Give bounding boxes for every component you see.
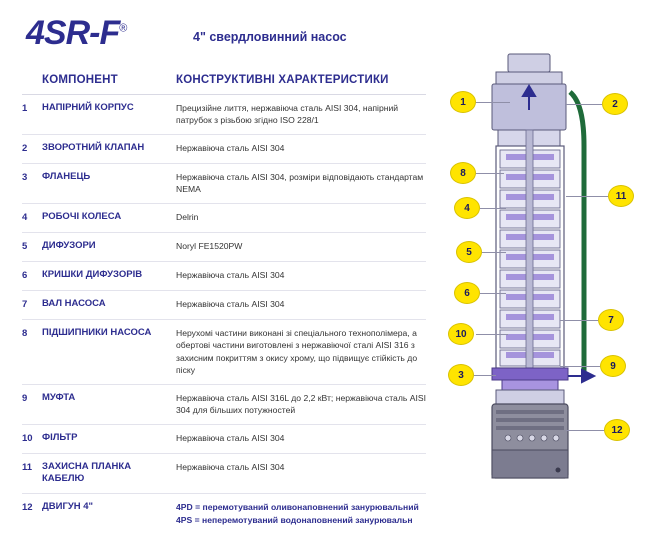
callout-2[interactable]: 2 <box>602 93 628 115</box>
row-component: НАПІРНИЙ КОРПУС <box>42 102 134 113</box>
leader-line <box>476 102 510 103</box>
row-characteristics: Нержавіюча сталь AISI 316L до 2,2 кВт; нержавіюча сталь AISI 304 для більших потужностей <box>176 392 426 416</box>
row-component: ФІЛЬТР <box>42 431 78 443</box>
row-number: 10 <box>22 432 33 444</box>
header-characteristics: КОНСТРУКТИВНІ ХАРАКТЕРИСТИКИ <box>176 74 389 86</box>
row-number: 5 <box>22 240 28 252</box>
table-row <box>22 454 426 495</box>
leader-line <box>560 320 598 321</box>
row-component: РОБОЧІ КОЛЕСА <box>42 210 122 222</box>
row-component: ПІДШИПНИКИ НАСОСА <box>42 326 152 338</box>
row-characteristics: Нержавіюча сталь AISI 304 <box>176 269 285 280</box>
row-characteristics: Нержавіюча сталь AISI 304 <box>176 432 285 443</box>
motor-option-1: 4PD = перемотуваний оливонаповнений занурювальний <box>176 502 419 513</box>
callout-8[interactable]: 8 <box>450 162 476 184</box>
leader-line <box>480 208 506 209</box>
callout-1[interactable]: 1 <box>450 91 476 113</box>
table-row <box>22 262 426 291</box>
leader-line <box>482 252 506 253</box>
row-characteristics: Прецизійне лиття, нержавіюча сталь AISI 304, напірний патрубок з різьбою згідно ISO 228/1 <box>176 103 399 126</box>
leader-line <box>476 334 508 335</box>
table-row <box>22 204 426 233</box>
table-row <box>22 291 426 320</box>
table-row <box>22 233 426 262</box>
row-characteristics: Нерухомі частини виконані зі спеціального технополімера, а обертові частини виготовлені з нержавіючої сталі AISI 316 з захисним покриттям з окису хрому, що підвищує стійкість до піску <box>176 327 418 376</box>
leader-line <box>560 366 600 367</box>
row-characteristics: Нержавіюча сталь AISI 304 <box>176 298 285 309</box>
table-header-row <box>22 74 426 95</box>
pump-illustration <box>430 46 650 487</box>
product-subtitle: 4" свердловинний насос <box>193 30 347 44</box>
leader-line <box>476 173 504 174</box>
row-component: ДИФУЗОРИ <box>42 239 96 251</box>
row-number: 4 <box>22 211 28 223</box>
callout-3[interactable]: 3 <box>448 364 474 386</box>
row-component: ДВИГУН 4" <box>42 501 94 513</box>
callout-4[interactable]: 4 <box>454 197 480 219</box>
row-component: ЗАХИСНА ПЛАНКА КАБЕЛЮ <box>42 460 132 485</box>
row-component: ВАЛ НАСОСА <box>42 297 106 309</box>
row-component: КРИШКИ ДИФУЗОРІВ <box>42 268 143 280</box>
row-component: МУФТА <box>42 391 76 403</box>
leader-line <box>566 430 604 431</box>
row-characteristics: Noryl FE1520PW <box>176 240 243 251</box>
brand-logo <box>26 16 126 50</box>
callout-7[interactable]: 7 <box>598 309 624 331</box>
table-row <box>22 95 426 135</box>
row-number: 1 <box>22 103 28 114</box>
motor-option-2: 4PS = неперемотуваний водонаповнений занурювальн <box>176 514 413 525</box>
row-component: ЗВОРОТНИЙ КЛАПАН <box>42 141 145 153</box>
registered-mark: ® <box>119 22 127 35</box>
specification-table <box>22 74 426 533</box>
header-number-col <box>22 74 42 86</box>
row-number: 9 <box>22 392 28 404</box>
header-component: КОМПОНЕНТ <box>42 74 118 86</box>
table-row <box>22 425 426 454</box>
row-number: 3 <box>22 171 28 183</box>
table-row <box>22 135 426 164</box>
row-number: 8 <box>22 327 28 339</box>
brand-logo-text: 4SR-F <box>26 14 120 52</box>
table-row <box>22 164 426 204</box>
leader-line <box>474 375 496 376</box>
callout-6[interactable]: 6 <box>454 282 480 304</box>
callout-11[interactable]: 11 <box>608 185 634 207</box>
row-characteristics: Delrin <box>176 211 199 222</box>
callout-12[interactable]: 12 <box>604 419 630 441</box>
row-number: 11 <box>22 461 33 473</box>
callout-5[interactable]: 5 <box>456 241 482 263</box>
leader-line <box>566 196 608 197</box>
callout-9[interactable]: 9 <box>600 355 626 377</box>
table-row <box>22 320 426 385</box>
row-number: 2 <box>22 142 28 154</box>
row-characteristics: Нержавіюча сталь AISI 304 <box>176 142 285 153</box>
row-component: ФЛАНЕЦЬ <box>42 170 91 182</box>
row-number: 6 <box>22 269 28 281</box>
callout-10[interactable]: 10 <box>448 323 474 345</box>
table-row <box>22 494 426 533</box>
leader-line <box>480 293 506 294</box>
table-row <box>22 385 426 425</box>
row-number: 7 <box>22 298 28 310</box>
row-characteristics <box>176 501 426 526</box>
leader-line <box>566 104 602 105</box>
row-number: 12 <box>22 502 33 514</box>
row-characteristics: Нержавіюча сталь AISI 304 <box>176 461 285 472</box>
row-characteristics: Нержавіюча сталь AISI 304, розміри відповідають стандартам NEMA <box>176 171 424 195</box>
